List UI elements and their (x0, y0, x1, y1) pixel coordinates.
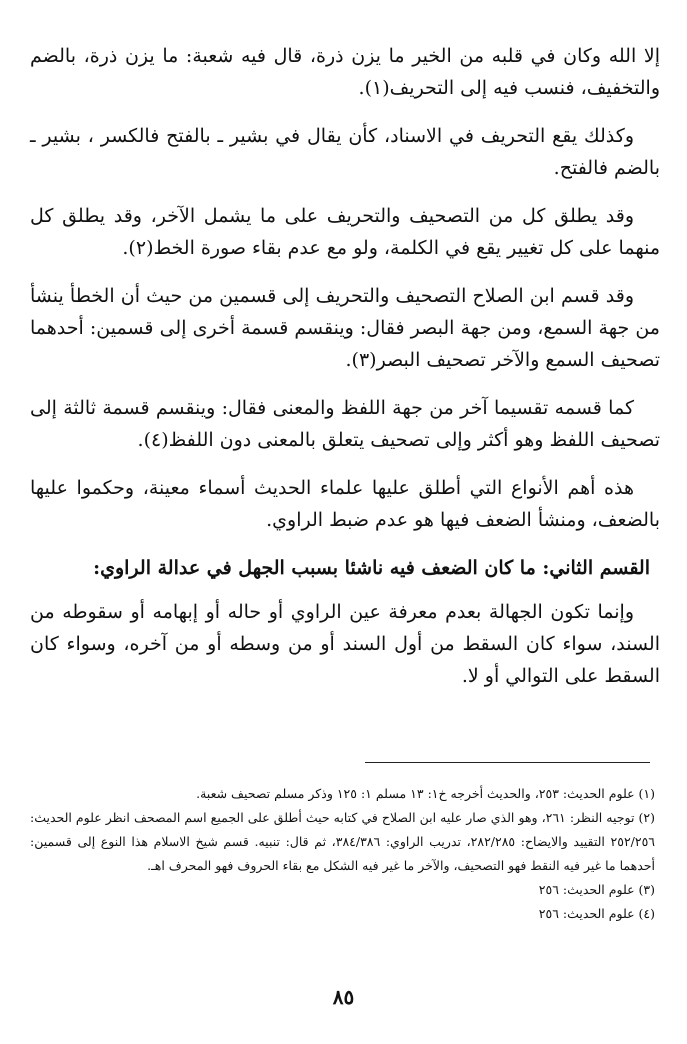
paragraph-2: وكذلك يقع التحريف في الاسناد، كأن يقال في بشير ـ بالفتح فالكسر ، بشير ـ بالضم فالفتح. (30, 125, 660, 179)
footnote-separator (365, 762, 650, 763)
paragraph-5: كما قسمه تقسيما آخر من جهة اللفظ والمعنى فقال: وينقسم قسمة ثالثة إلى تصحيف اللفظ وهو أكثر وإلى تصحيف يتعلق بالمعنى دون اللفظ(٤). (30, 397, 660, 451)
paragraph-7: وإنما تكون الجهالة بعدم معرفة عين الراوي أو حاله أو إبهامه أو سقوطه من السند، سواء كان السقط من أول السند أو من وسطه أو من آخره، وسواء كان السقط على التوالي أو لا. (30, 601, 660, 687)
paragraph-3: وقد يطلق كل من التصحيف والتحريف على ما يشمل الآخر، وقد يطلق كل منهما على كل تغيير يقع في الكلمة، ولو مع عدم بقاء صورة الخط(٢). (30, 205, 660, 259)
paragraph-1: إلا الله وكان في قلبه من الخير ما يزن ذرة، قال فيه شعبة: ما يزن ذرة، بالضم والتخفيف، فنسب فيه إلى التحريف(١). (30, 45, 660, 99)
paragraph-6: هذه أهم الأنواع التي أطلق عليها علماء الحديث أسماء معينة، وحكموا عليها بالضعف، ومنشأ الضعف فيها هو عدم ضبط الراوي. (30, 477, 660, 531)
main-text (30, 40, 660, 708)
page-number: ٨٥ (332, 985, 355, 1009)
footnote-3: (٣) علوم الحديث: ٢٥٦ (538, 882, 655, 897)
section-heading: القسم الثاني: ما كان الضعف فيه ناشئا بسبب الجهل في عدالة الراوي: (93, 557, 650, 579)
footnotes (30, 782, 655, 926)
footnote-2: (٢) توجيه النظر: ٢٦١، وهو الذي صار عليه ابن الصلاح في كتابه حيث أطلق على الجميع اسم المصحف انظر علوم الحديث: ٢٥٢/٢٥٦ التقييد والايضاح: ٢٨٢/٢٨٥، تدريب الراوي: ٣٨٤/٣٨٦، ثم قال: تنبيه. قسم شيخ الاسلام هذا النوع إلى قسمين: أحدهما ما غير فيه النقط فهو التصحيف، والآخر ما غير فيه الشكل مع بقاء الحروف فهو المحرف اهـ. (30, 810, 656, 873)
paragraph-4: وقد قسم ابن الصلاح التصحيف والتحريف إلى قسمين من حيث أن الخطأ ينشأ من جهة السمع، ومن جهة البصر فقال: وينقسم قسمة أخرى إلى قسمين: أحدهما تصحيف السمع والآخر تصحيف البصر(٣). (30, 285, 660, 371)
footnote-1: (١) علوم الحديث: ٢٥٣، والحديث أخرجه خ١: ١٣ مسلم ١: ١٢٥ وذكر مسلم تصحيف شعبة. (196, 786, 655, 801)
footnote-4: (٤) علوم الحديث: ٢٥٦ (538, 906, 655, 921)
